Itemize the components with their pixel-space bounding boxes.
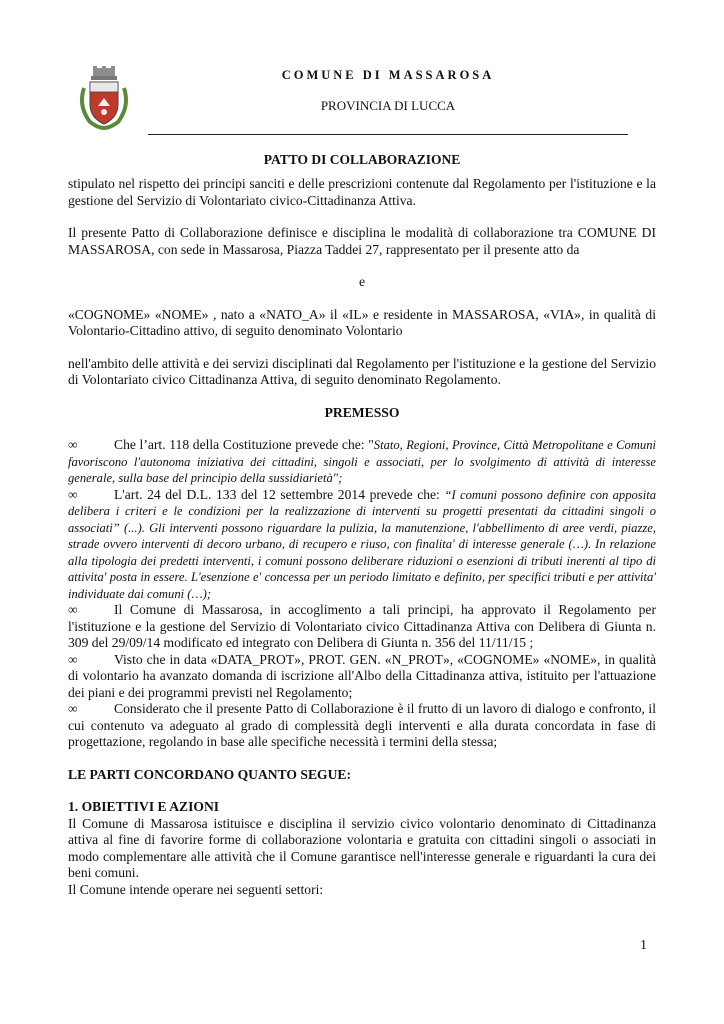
section-1-text-2: Il Comune intende operare nei seguenti settori: <box>68 881 324 897</box>
bullet-symbol: ∞ <box>68 437 78 452</box>
premesso-heading: PREMESSO <box>324 404 400 420</box>
document-title: PATTO DI COLLABORAZIONE <box>263 152 461 167</box>
agreement-heading: LE PARTI CONCORDANO QUANTO SEGUE: <box>68 766 352 782</box>
premise-5-text: Considerato che il presente Patto di Collaborazione è il frutto di un lavoro di dialogo e confronto, il cui contenuto va adeguato al grado di complessità degli interventi e alla durata concordata in fase di progettazione, regolando in base alle specifiche necessità i termini della stessa; <box>68 701 656 749</box>
scope-paragraph: nell'ambito delle attività e dei servizi disciplinati dal Regolamento per l'istituzione e la gestione del Servizio di Volontariato civico Cittadinanza Attiva, di seguito denominato Regolamento. <box>68 355 656 387</box>
premise-item-3 <box>68 602 656 652</box>
premise-1-quote: Stato, Regioni, Province, Città Metropolitane e Comuni favoriscono l'autonoma iniziativa dei cittadini, singoli e associati, per lo svolgimento di attività di interesse generale, sulla base del principio della sussidiarietà <box>68 438 656 485</box>
coat-of-arms-icon <box>76 66 132 132</box>
bullet-symbol: ∞ <box>68 701 78 716</box>
bullet-symbol: ∞ <box>68 651 78 667</box>
premise-1-text: Che l’art. 118 della Costituzione prevede che: " <box>114 437 374 452</box>
premise-item-2 <box>68 487 656 603</box>
page-number: 1 <box>640 938 647 953</box>
premise-1-end: "; <box>332 471 343 485</box>
conjunction-text: e <box>358 274 366 289</box>
premise-item-1 <box>68 437 656 487</box>
intro-paragraph: stipulato nel rispetto dei principi sanciti e delle prescrizioni contenute dal Regolamento per l'istituzione e la gestione del Servizio di Volontariato civico-Cittadinanza Attiva. <box>68 176 656 208</box>
bullet-symbol: ∞ <box>68 486 78 502</box>
premise-4-text: Visto che in data «DATA_PROT», PROT. GEN. «N_PROT», «COGNOME» «NOME», in qualità di volontario ha avanzato domanda di iscrizione all'Albo della Cittadinanza attiva, istituito per l'attuazione dei piani e dei programmi previsti nel Regolamento; <box>68 651 656 700</box>
volunteer-paragraph: «COGNOME» «NOME» , nato a «NATO_A» il «IL» e residente in MASSAROSA, «VIA», in qualità di Volontario-Cittadino attivo, di seguito denominato Volontario <box>68 306 656 338</box>
document-body <box>68 176 656 898</box>
premise-item-4 <box>68 652 656 702</box>
section-1-text: Il Comune di Massarosa istituisce e disciplina il servizio civico volontario denominato di Cittadinanza attiva al fine di favorire forme di collaborazione volontaria e gratuita con cittadini singoli o associati in modo complementare alle attività che il Comune garantisce nell'interesse generale e riguardanti la cura dei beni comuni. <box>68 815 656 880</box>
bullet-symbol: ∞ <box>68 602 78 617</box>
premise-2-quote: “I comuni possono definire con apposita delibera i criteri e le condizioni per la realizzazione di interventi su progetti presentati da cittadini singoli o associati” (...). Gli interventi possono riguardare la pulizia, la manutenzione, l'abbellimento di aree verdi, piazze, strade ovvero interventi di decoro urbano, di recupero e riuso, con finalita' di interesse generale (…). In relazione alla tipologia dei predetti interventi, i comuni possono deliberare riduzioni o esenzioni di tributi inerenti al tipo di attivita' posta in essere. L'esenzione e' concessa per un periodo limitato e definito, per specifici tributi e per attivita' individuate dai comuni (…); <box>68 487 656 601</box>
premise-item-5 <box>68 701 656 751</box>
premise-2-text: L'art. 24 del D.L. 133 del 12 settembre 2014 prevede che: <box>114 486 445 502</box>
parties-paragraph: Il presente Patto di Collaborazione definisce e disciplina le modalità di collaborazione tra COMUNE DI MASSAROSA, con sede in Massarosa, Piazza Taddei 27, rappresentato per il presente atto da <box>68 225 656 257</box>
section-1-heading: 1. OBIETTIVI E AZIONI <box>68 799 220 814</box>
municipality-name: COMUNE DI MASSAROSA <box>281 68 495 82</box>
province-name: PROVINCIA DI LUCCA <box>320 98 456 113</box>
header-divider <box>148 134 628 135</box>
premise-3-text: Il Comune di Massarosa, in accoglimento a tali principi, ha approvato il Regolamento per l'istituzione e la gestione del Servizio di Volontariato civico Cittadinanza Attiva con Delibera di Giunta n. 309 del 29/09/14 modificato ed integrato con Delibera di Giunta n. 356 del 11/11/15 ; <box>68 602 656 650</box>
